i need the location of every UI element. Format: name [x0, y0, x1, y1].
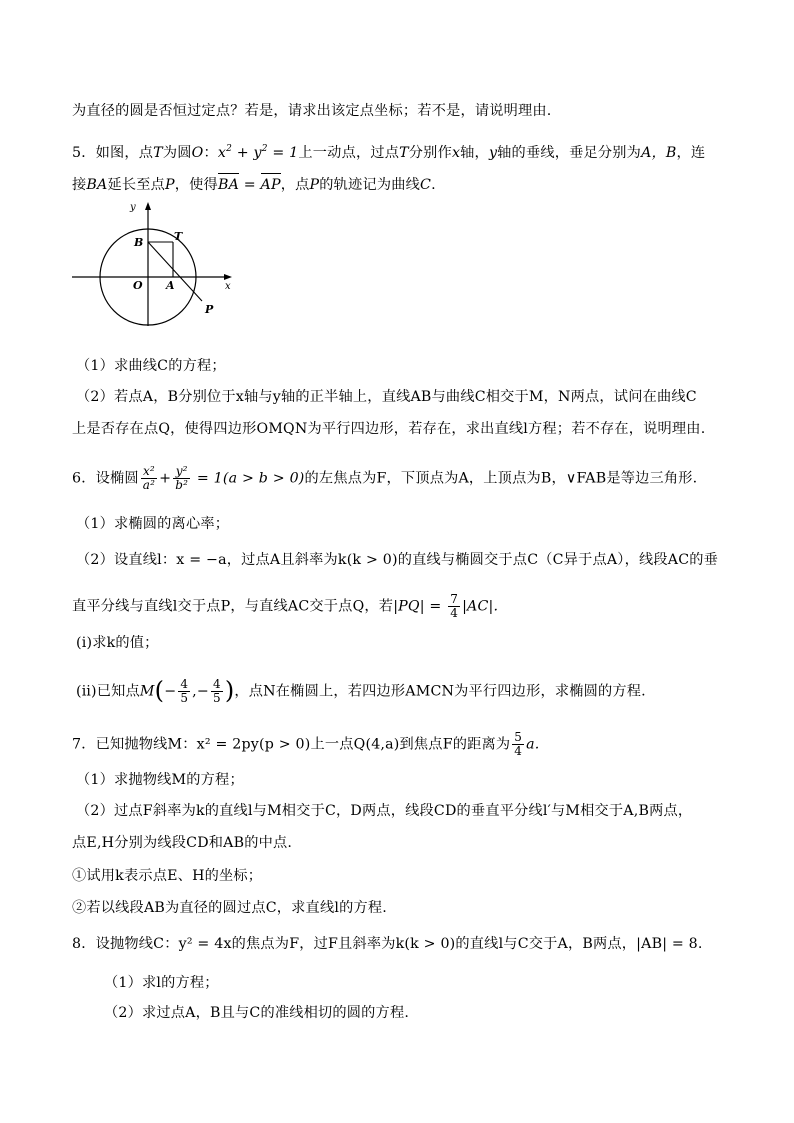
- fig-label-T: T: [174, 230, 183, 243]
- fig-label-P: P: [205, 303, 214, 316]
- q6-part2-cont: 直平分线与直线l交于点P，与直线AC交于点Q，若|PQ| = $\frac{7}{4}$ |AC|.: [72, 592, 499, 620]
- problem-8-statement: 8．设抛物线C：y² = 4x的焦点为F，过F且斜率为k(k > 0)的直线l与C交于A，B两点，|AB| = 8.: [72, 936, 703, 952]
- problem-5-statement: 5．如图，点T为圆O：$x^2 + y^2 = 1$上一动点，过点T分别作x轴，y轴的垂线，垂足分别为A，B，连: [72, 144, 706, 161]
- q7-part2: （2）过点F斜率为k的直线l与M相交于C，D两点，线段CD的垂直平分线l′与M相交于A,B两点，: [76, 803, 693, 819]
- q5-part2: （2）若点A，B分别位于x轴与y轴的正半轴上，直线AB与曲线C相交于M，N两点，试问在曲线C: [76, 389, 697, 405]
- q5-part2-cont: 上是否存在点Q，使得四边形OMQN为平行四边形，若存在，求出直线l方程；若不存在，说明理由.: [72, 421, 706, 437]
- fig-label-O: O: [133, 279, 143, 292]
- fig-label-x: x: [225, 281, 231, 292]
- q6-sub-i: (ⅰ)求k的值；: [76, 635, 159, 651]
- fig-label-B: B: [134, 236, 144, 249]
- q6-sub-ii: (ⅱ)已知点M(− $\frac{4}{5}$ ,− $\frac{4}{5}$ )，点N在椭圆上，若四边形AMCN为平行四边形，求椭圆的方程.: [76, 676, 646, 705]
- q8-part1: （1）求l的方程；: [104, 975, 219, 991]
- fig-label-A: A: [166, 279, 175, 292]
- problem-7-statement: 7．已知抛物线M：x² = 2py(p > 0)上一点Q(4,a)到焦点F的距离为 $\frac{5}{4}$ a.: [72, 730, 540, 758]
- q6-part1: （1）求椭圆的离心率；: [76, 516, 230, 532]
- q7-part2-cont: 点E,H分别为线段CD和AB的中点.: [72, 835, 293, 851]
- problem-5-statement-cont: 接BA延长至点P，使得BA = AP，点P的轨迹记为曲线C.: [72, 177, 436, 193]
- q7-part1: （1）求抛物线M的方程；: [76, 772, 244, 788]
- q7-circle-1: ①试用k表示点E、H的坐标；: [72, 868, 263, 884]
- q6-part2: （2）设直线l：x = −a，过点A且斜率为k(k > 0)的直线与椭圆交于点C（C异于点A），线段AC的垂: [76, 552, 719, 568]
- q5-part1: （1）求曲线C的方程；: [76, 358, 226, 374]
- unit-circle-figure: [66, 200, 246, 330]
- q8-part2: （2）求过点A，B且与C的准线相切的圆的方程.: [104, 1005, 410, 1021]
- fig-label-y: y: [130, 202, 136, 213]
- problem-6-statement: 6．设椭圆 $\frac{\text{x²}}{\text{a²}}$ + $\frac{\text{y²}}{\text{b²}}$ = 1(a > b > 0)的左焦点为F，下顶点为A，上顶点为B，∨FAB是等边三角形.: [72, 464, 698, 492]
- q7-circle-2: ②若以线段AB为直径的圆过点C，求直线l的方程.: [72, 900, 387, 916]
- line-continuation: 为直径的圆是否恒过定点？若是，请求出该定点坐标；若不是，请说明理由.: [72, 103, 552, 119]
